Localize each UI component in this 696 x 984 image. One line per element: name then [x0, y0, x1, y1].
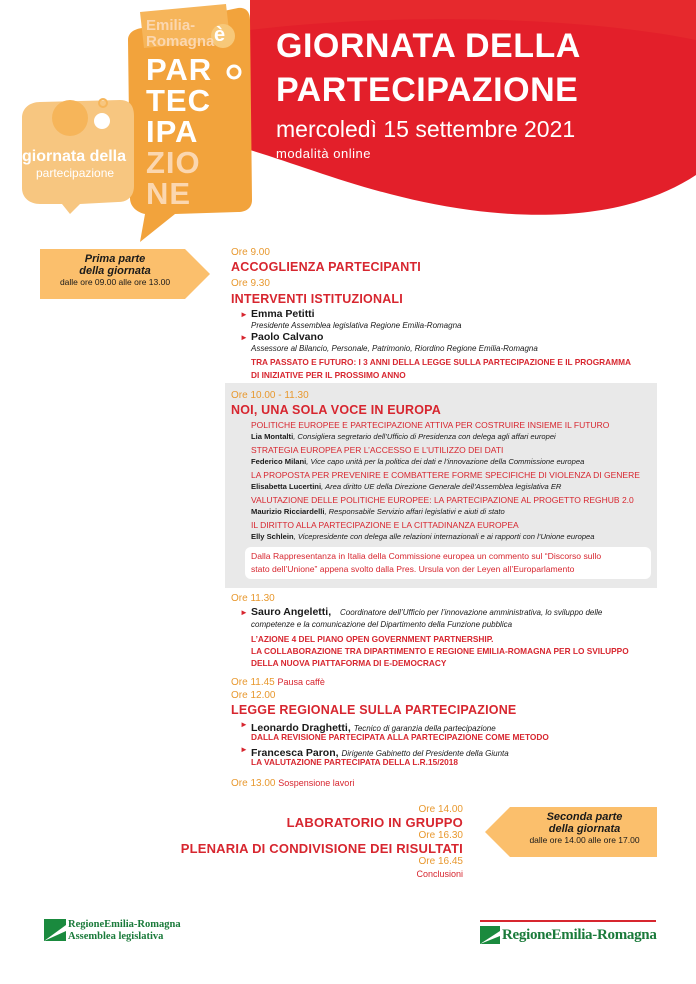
logo-word-part5: NE: [146, 176, 192, 211]
section-laboratorio: LABORATORIO IN GRUPPO: [286, 815, 463, 830]
europe-note-line2: stato dell’Unione” appena svolto dalla Pres. Ursula von der Leyen all’Europarlamento: [251, 564, 575, 574]
time-1000-1130: Ore 10.00 - 11.30: [231, 390, 309, 401]
speaker-name: Maurizio Ricciardelli: [251, 507, 325, 516]
speaker-role: , Consigliera segretario dell’Ufficio di Presidenza con delega agli affari europei: [293, 432, 556, 441]
time-1630: Ore 16.30: [418, 830, 463, 841]
logo-badge-line1: giornata della: [22, 148, 127, 165]
logo-badge-line2: partecipazione: [36, 166, 115, 180]
phase2-hours: dalle ore 14.00 alle ore 17.00: [529, 835, 640, 845]
logo-word-part2: TEC: [146, 83, 211, 118]
time-0900: Ore 9.00: [231, 247, 270, 258]
speaker-name: Francesca Paron: [251, 747, 336, 759]
europe-topic: LA PROPOSTA PER PREVENIRE E COMBATTERE FORME SPECIFICHE DI VIOLENZA DI GENERE: [251, 470, 640, 480]
logo-word-part1: PAR: [146, 52, 213, 87]
logo-word-part3: IPA: [146, 114, 199, 149]
footer-left-line2: Assemblea legislativa: [68, 931, 164, 942]
europe-speaker: [251, 432, 556, 441]
bullet-arrow-icon: ►: [240, 745, 248, 754]
speaker-name: Lia Montalti: [251, 432, 294, 441]
regione-flag-icon: [44, 919, 66, 941]
section-europe-title: NOI, UNA SOLA VOCE IN EUROPA: [231, 403, 442, 417]
topic-line: DELLA NUOVA PIATTAFORMA DI E-DEMOCRACY: [251, 658, 447, 668]
phase2-title-line2: della giornata: [548, 823, 621, 835]
logo-wordmark: [146, 54, 212, 209]
regione-flag-icon: [480, 926, 500, 944]
page-title-line1: GIORNATA DELLA: [276, 27, 581, 65]
topic-line: L’AZIONE 4 DEL PIANO OPEN GOVERNMENT PARTNERSHIP.: [251, 634, 494, 644]
section-legge-regionale: LEGGE REGIONALE SULLA PARTECIPAZIONE: [231, 703, 517, 717]
speaker-name: Emma Petitti: [251, 308, 315, 320]
conclusioni-label: Conclusioni: [416, 869, 463, 879]
europe-speaker: [251, 457, 584, 466]
time-value: Ore 11.45: [231, 677, 275, 688]
speaker-role: competenze e la comunicazione del Dipartimento della Funzione pubblica: [251, 620, 513, 629]
time-0930: Ore 9.30: [231, 278, 270, 289]
time-value: Ore 13.00: [231, 778, 276, 789]
europe-topic: STRATEGIA EUROPEA PER L’ACCESSO E L’UTILIZZO DEI DATI: [251, 445, 504, 455]
speaker-role: , Responsabile Servizio affari legislativi e aiuti di stato: [324, 507, 505, 516]
speaker-name: Leonardo Draghetti: [251, 722, 348, 734]
speaker-role: , Vicepresidente con delega alle relazioni internazionali e ai rapporti con l’Unione europea: [293, 532, 595, 541]
europe-note: [251, 550, 601, 576]
break-label: Pausa caffè: [277, 677, 325, 687]
topic-line: TRA PASSATO E FUTURO: I 3 ANNI DELLA LEGGE SULLA PARTECIPAZIONE E IL PROGRAMMA: [251, 357, 631, 367]
phase1-tag: [40, 253, 190, 287]
event-mode: modalità online: [276, 146, 371, 161]
bullet-arrow-icon: ►: [240, 310, 248, 319]
europe-speaker: [251, 507, 505, 516]
page-title-line2: PARTECIPAZIONE: [276, 71, 579, 109]
speaker-role: Tecnico di garanzia della partecipazione: [353, 724, 496, 733]
time-1200: Ore 12.00: [231, 690, 276, 701]
speaker-line: Leonardo Draghetti, Tecnico di garanzia della partecipazione: [251, 722, 496, 734]
time-1130: Ore 11.30: [231, 593, 275, 604]
footer-right-rule: [480, 920, 656, 922]
speaker-name: Sauro Angeletti,: [251, 606, 332, 618]
europe-speaker: [251, 532, 595, 541]
logo-region-line1: Emilia-: [146, 17, 196, 34]
topic-line: DALLA REVISIONE PARTECIPATA ALLA PARTECIPAZIONE COME METODO: [251, 732, 549, 742]
time-1400: Ore 14.00: [418, 804, 463, 815]
topic-line: DI INIZIATIVE PER IL PROSSIMO ANNO: [251, 370, 406, 380]
section-plenaria: PLENARIA DI CONDIVISIONE DEI RISULTATI: [180, 841, 463, 856]
time-1300: [231, 778, 354, 789]
europe-topic: POLITICHE EUROPEE E PARTECIPAZIONE ATTIVA PER COSTRUIRE INSIEME IL FUTURO: [251, 420, 610, 430]
europe-topic: IL DIRITTO ALLA PARTECIPAZIONE E LA CITTADINANZA EUROPEA: [251, 520, 519, 530]
phase1-title-line2: della giornata: [79, 265, 151, 277]
topic-line: LA VALUTAZIONE PARTECIPATA DELLA L.R.15/2018: [251, 757, 458, 767]
logo-e-accent: è: [214, 24, 226, 46]
speaker-role: , Vice capo unità per la politica dei dati e l’innovazione della Commissione europea: [306, 457, 585, 466]
bullet-arrow-icon: ►: [240, 333, 248, 342]
speaker-role: , Area diritto UE della Direzione Generale dell’Assemblea legislativa ER: [321, 482, 562, 491]
speaker-role: Dirigente Gabinetto del Presidente della Giunta: [341, 749, 509, 758]
speaker-name: Elly Schlein: [251, 532, 294, 541]
speaker-name: Paolo Calvano: [251, 331, 324, 343]
speaker-role: Assessore al Bilancio, Personale, Patrimonio, Riordino Regione Emilia-Romagna: [251, 344, 538, 353]
logo-word-part4: ZIO: [146, 145, 201, 180]
footer-left-line1: RegioneEmilia-Romagna: [68, 919, 181, 930]
speaker-line: Francesca Paron, Dirigente Gabinetto del Presidente della Giunta: [251, 747, 509, 759]
section-accoglienza: ACCOGLIENZA PARTECIPANTI: [231, 260, 421, 274]
topic-line: LA COLLABORAZIONE TRA DIPARTIMENTO E REGIONE EMILIA-ROMAGNA PER LO SVILUPPO: [251, 646, 629, 656]
bullet-arrow-icon: ►: [240, 608, 248, 617]
time-1145: [231, 677, 325, 688]
phase1-hours: dalle ore 09.00 alle ore 13.00: [59, 277, 171, 287]
footer-left-logo: [68, 919, 181, 943]
phase2-tag: [512, 811, 657, 845]
footer-right-logo: RegioneEmilia-Romagna: [502, 927, 657, 943]
event-date: mercoledì 15 settembre 2021: [276, 116, 576, 142]
europe-speaker: [251, 482, 561, 491]
europe-topic: VALUTAZIONE DELLE POLITICHE EUROPEE: LA PARTECIPAZIONE AL PROGETTO REGHUB 2.0: [251, 495, 634, 505]
speaker-role: Coordinatore dell’Ufficio per l’innovazione amministrativa, lo sviluppo delle: [340, 608, 603, 617]
logo-region-line2: Romagna: [146, 33, 215, 50]
speaker-name: Elisabetta Lucertini: [251, 482, 322, 491]
section-interventi: INTERVENTI ISTITUZIONALI: [231, 292, 403, 306]
bullet-arrow-icon: ►: [240, 720, 248, 729]
time-1645: Ore 16.45: [418, 856, 463, 867]
suspension-label: Sospensione lavori: [278, 778, 355, 788]
speaker-name: Federico Milani: [251, 457, 307, 466]
phase2-title-line1: Seconda parte: [546, 811, 623, 823]
afternoon-program: [150, 804, 463, 879]
phase1-title-line1: Prima parte: [84, 253, 146, 265]
speaker-role: Presidente Assemblea legislativa Regione Emilia-Romagna: [251, 321, 462, 330]
europe-note-line1: Dalla Rappresentanza in Italia della Commissione europea un commento sul “Discorso sullo: [251, 551, 602, 561]
